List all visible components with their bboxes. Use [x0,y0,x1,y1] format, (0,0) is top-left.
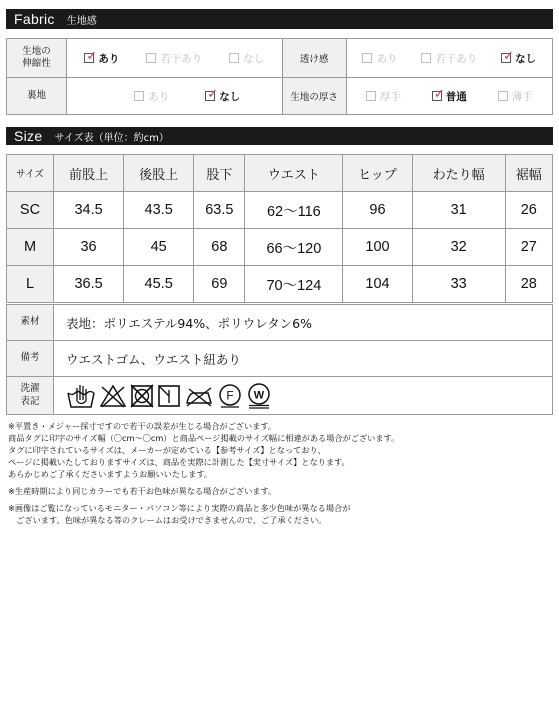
size-cell: 36 [54,229,124,266]
wet-clean-letter: W [253,389,265,401]
unchecked-box-icon [146,53,156,63]
col-header: 股下 [194,155,245,192]
size-cell: 27 [505,229,552,266]
fabric-option [498,89,533,104]
footnotes [8,420,548,526]
fabric-option-label: なし [243,52,265,65]
fabric-option-label: 薄手 [511,90,533,103]
care-label [7,377,54,415]
size-cell: 96 [343,192,412,229]
fabric-option [229,51,264,66]
dry-clean-f-icon [217,383,243,409]
stretch-label [7,39,67,78]
size-header-row [7,155,553,192]
footnote: 商品タグに印字のサイズ幅（〇cm〜〇cm）と商品ページ掲載のサイズ幅に相違がある場合がございます。 [8,433,400,443]
line-dry-icon [157,383,181,409]
size-title: Size [14,128,43,144]
footnote: ※画像はご覧になっているモニター・パソコン等により実際の商品と多少色味が異なる場合が [8,503,351,513]
fabric-option-label: あり [148,90,170,103]
size-name: L [7,266,54,303]
fabric-option-label: あり [98,52,120,65]
fabric-option-label: なし [515,52,537,65]
lining-option-group [67,89,282,104]
size-cell: 32 [412,229,505,266]
size-cell: 69 [194,266,245,303]
unchecked-box-icon [498,91,508,101]
fabric-option [501,51,536,66]
size-cell: 34.5 [54,192,124,229]
size-cell: 45 [124,229,194,266]
size-subtitle: サイズ表（単位：約cm） [54,132,169,144]
size-row-l [7,266,553,303]
checked-box-icon [205,87,219,102]
checkmark-icon: ✓ [86,49,98,64]
thickness-option-group [347,89,552,104]
size-cell: 33 [412,266,505,303]
sheer-label: 透け感 [282,39,346,78]
stretch-options [67,39,283,78]
footnote: タグに印字されているサイズは、メーカーが定めている【参考サイズ】となっており、 [8,445,326,455]
no-bleach-icon [99,383,127,409]
checked-box-icon [84,49,98,64]
footnote: あらかじめご了承くださいますようお願いいたします。 [8,469,213,479]
size-cell: 31 [412,192,505,229]
sheer-option-group [347,51,552,66]
checkmark-icon: ✓ [433,87,445,102]
unchecked-box-icon [366,91,376,101]
sheer-options [346,39,552,78]
size-cell: 28 [505,266,552,303]
fabric-option-label: あり [376,52,398,65]
size-cell: 43.5 [124,192,194,229]
size-table [6,154,553,303]
footnote: ページに掲載いたしておりますサイズは、商品を実際に計測した【実寸サイズ】となります。 [8,457,350,467]
care-label-line1: 洗濯 [20,383,40,395]
size-cell: 62〜116 [245,192,343,229]
fabric-row [7,78,553,115]
size-row-sc [7,192,553,229]
notes-row [7,341,553,377]
fabric-option [146,51,202,66]
unchecked-box-icon [362,53,372,63]
stretch-label-line2: 伸縮性 [22,58,51,69]
size-cell: 36.5 [54,266,124,303]
checked-box-icon [432,87,445,102]
size-cell: 68 [194,229,245,266]
col-header: 前股上 [54,155,124,192]
footnote: ございます。色味が異なる等のクレームはお受けできませんので、ご了承ください。 [8,515,327,525]
size-cell: 45.5 [124,266,194,303]
fabric-option [366,89,401,104]
info-table [6,304,553,415]
fabric-option-label: 普通 [445,90,467,103]
fabric-option-label: なし [219,90,241,103]
size-cell: 66〜120 [245,229,343,266]
fabric-option-label: 厚手 [379,90,401,103]
material-row [7,305,553,341]
thickness-label: 生地の厚さ [282,78,346,115]
fabric-title: Fabric [14,11,55,27]
material-label: 素材 [7,305,54,341]
size-corner-label: サイズ [7,155,54,192]
fabric-table [6,38,553,115]
lining-label: 裏地 [7,78,67,115]
checkmark-icon: ✓ [503,49,514,64]
size-cell: 100 [343,229,412,266]
fabric-section-header [6,9,553,29]
unchecked-box-icon [421,53,431,63]
unchecked-box-icon [134,91,144,101]
checkmark-icon: ✓ [207,87,219,102]
col-header: 裾幅 [505,155,552,192]
fabric-option [134,89,169,104]
col-header: わたり幅 [412,155,505,192]
col-header: 後股上 [124,155,194,192]
size-name: M [7,229,54,266]
size-cell: 104 [343,266,412,303]
col-header: ウエスト [245,155,343,192]
fabric-option-label: 若干あり [160,52,203,65]
stretch-option-group [67,51,282,66]
lining-options [67,78,283,115]
care-label-line2: 表記 [20,395,40,407]
material-value: 表地：ポリエステル94%、ポリウレタン6% [54,305,553,341]
fabric-row [7,39,553,78]
fabric-option [421,51,477,66]
size-section-header [6,127,553,145]
fabric-option [205,89,240,104]
notes-label: 備考 [7,341,54,377]
hand-wash-icon [66,383,96,409]
size-cell: 70〜124 [245,266,343,303]
checked-box-icon [501,49,514,64]
thickness-options [346,78,552,115]
dry-clean-letter: F [226,388,234,402]
unchecked-box-icon [229,53,239,63]
col-header: ヒップ [343,155,412,192]
size-row-m [7,229,553,266]
iron-low-icon [184,383,214,409]
fabric-option [84,51,119,66]
care-row [7,377,553,415]
size-cell: 63.5 [194,192,245,229]
care-icons [54,377,553,415]
footnote: ※平置き・メジャー採寸ですので若干の誤差が生じる場合がございます。 [8,421,277,431]
fabric-option [362,51,397,66]
size-name: SC [7,192,54,229]
stretch-label-line1: 生地の [22,46,51,58]
fabric-subtitle: 生地感 [66,15,97,27]
notes-value: ウエストゴム、ウエスト紐あり [54,341,553,377]
no-tumble-dry-icon [130,383,154,409]
size-cell: 26 [505,192,552,229]
wet-clean-w-icon [246,383,272,409]
footnote: ※生産時期により同じカラーでも若干お色味が異なる場合がございます。 [8,486,277,496]
fabric-option-label: 若干あり [435,52,478,65]
fabric-option [432,89,467,104]
